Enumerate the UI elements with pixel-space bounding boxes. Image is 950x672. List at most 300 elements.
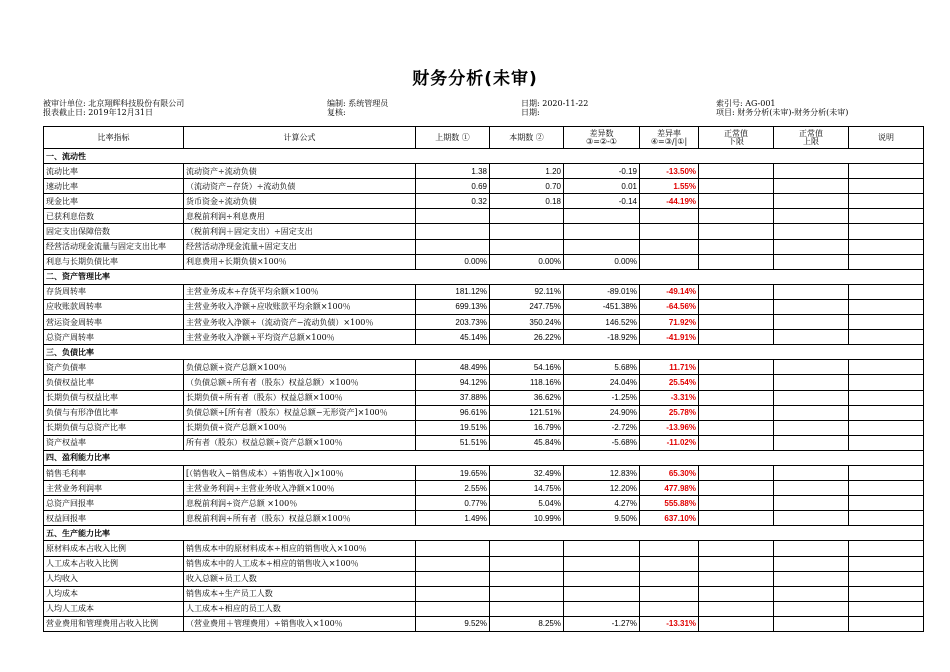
section-empty-cell	[416, 526, 490, 541]
formula-cell: 货币资金÷流动负债	[184, 194, 416, 209]
curr-value-cell: 5.04%	[490, 496, 564, 511]
diff-value-cell: -1.25%	[564, 390, 640, 405]
note-cell	[849, 330, 924, 345]
curr-value-cell: 247.75%	[490, 299, 564, 314]
diff-rate-cell: 477.98%	[640, 481, 699, 496]
prev-value-cell	[416, 556, 490, 571]
prev-value-cell: 94.12%	[416, 375, 490, 390]
curr-value-cell: 92.11%	[490, 284, 564, 299]
header-note: 说明	[849, 127, 924, 149]
diff-rate-cell: 1.55%	[640, 179, 699, 194]
upper-limit-cell	[774, 511, 849, 526]
header-diff	[564, 127, 640, 149]
section-empty-cell	[416, 269, 490, 284]
section-empty-cell	[490, 149, 564, 164]
diff-rate-cell: -13.31%	[640, 616, 699, 631]
section-empty-cell	[416, 450, 490, 465]
lower-limit-cell	[699, 330, 774, 345]
section-title: 五、生产能力比率	[44, 526, 184, 541]
header-lower-line2: 下限	[728, 136, 744, 146]
table-row	[44, 390, 924, 405]
lower-limit-cell	[699, 299, 774, 314]
section-empty-cell	[184, 526, 416, 541]
section-empty-cell	[640, 526, 699, 541]
section-empty-cell	[490, 526, 564, 541]
upper-limit-cell	[774, 179, 849, 194]
diff-value-cell: 0.00%	[564, 254, 640, 269]
diff-value-cell: 12.20%	[564, 481, 640, 496]
table-row	[44, 511, 924, 526]
formula-cell: （营业费用＋管理费用）÷销售收入×100％	[184, 616, 416, 631]
formula-cell: 销售成本中的人工成本÷相应的销售收入×100％	[184, 556, 416, 571]
section-empty-cell	[849, 450, 924, 465]
curr-value-cell: 121.51%	[490, 405, 564, 420]
diff-value-cell: 0.01	[564, 179, 640, 194]
ratio-name-cell: 总资产周转率	[44, 330, 184, 345]
table-row	[44, 435, 924, 450]
lower-limit-cell	[699, 179, 774, 194]
lower-limit-cell	[699, 209, 774, 224]
curr-value-cell	[490, 239, 564, 254]
section-empty-cell	[184, 345, 416, 360]
diff-value-cell	[564, 224, 640, 239]
diff-value-cell: 12.83%	[564, 465, 640, 480]
note-cell	[849, 224, 924, 239]
ratio-name-cell: 负债权益比率	[44, 375, 184, 390]
curr-value-cell: 16.79%	[490, 420, 564, 435]
prev-value-cell	[416, 601, 490, 616]
section-empty-cell	[699, 526, 774, 541]
lower-limit-cell	[699, 541, 774, 556]
header-curr: 本期数 ②	[490, 127, 564, 149]
note-cell	[849, 239, 924, 254]
lower-limit-cell	[699, 571, 774, 586]
formula-cell: 负债总额÷资产总额×100％	[184, 360, 416, 375]
table-row	[44, 481, 924, 496]
formula-cell: 流动资产÷流动负债	[184, 164, 416, 179]
header-upper-line2: 上限	[803, 136, 819, 146]
upper-limit-cell	[774, 360, 849, 375]
prev-value-cell: 0.69	[416, 179, 490, 194]
upper-limit-cell	[774, 571, 849, 586]
table-row	[44, 571, 924, 586]
ratio-name-cell: 经营活动现金流量与固定支出比率	[44, 239, 184, 254]
note-cell	[849, 541, 924, 556]
ratio-name-cell: 速动比率	[44, 179, 184, 194]
section-empty-cell	[849, 149, 924, 164]
section-empty-cell	[849, 345, 924, 360]
table-row	[44, 360, 924, 375]
index-number: 索引号: AG-001	[716, 99, 776, 108]
ratio-name-cell: 长期负债与权益比率	[44, 390, 184, 405]
diff-rate-cell	[640, 224, 699, 239]
header-formula: 计算公式	[184, 127, 416, 149]
diff-rate-cell: -11.02%	[640, 435, 699, 450]
section-row	[44, 526, 924, 541]
diff-rate-cell	[640, 601, 699, 616]
section-empty-cell	[774, 269, 849, 284]
lower-limit-cell	[699, 405, 774, 420]
prev-value-cell	[416, 586, 490, 601]
section-title: 四、盈利能力比率	[44, 450, 184, 465]
note-cell	[849, 465, 924, 480]
section-empty-cell	[564, 269, 640, 284]
prev-value-cell: 203.73%	[416, 315, 490, 330]
section-empty-cell	[184, 149, 416, 164]
ratio-name-cell: 原材料成本占收入比例	[44, 541, 184, 556]
section-empty-cell	[640, 149, 699, 164]
upper-limit-cell	[774, 254, 849, 269]
lower-limit-cell	[699, 465, 774, 480]
curr-value-cell	[490, 209, 564, 224]
diff-value-cell: -0.19	[564, 164, 640, 179]
table-row	[44, 194, 924, 209]
section-row	[44, 345, 924, 360]
table-row	[44, 315, 924, 330]
section-empty-cell	[490, 450, 564, 465]
ratio-name-cell: 固定支出保障倍数	[44, 224, 184, 239]
section-empty-cell	[699, 269, 774, 284]
lower-limit-cell	[699, 254, 774, 269]
header-lower-line1: 正常值	[724, 128, 748, 138]
upper-limit-cell	[774, 375, 849, 390]
table-row	[44, 239, 924, 254]
upper-limit-cell	[774, 284, 849, 299]
ratio-name-cell: 总资产回报率	[44, 496, 184, 511]
diff-value-cell	[564, 556, 640, 571]
upper-limit-cell	[774, 390, 849, 405]
prev-value-cell: 51.51%	[416, 435, 490, 450]
curr-value-cell: 45.84%	[490, 435, 564, 450]
diff-value-cell	[564, 571, 640, 586]
ratio-name-cell: 主营业务利润率	[44, 481, 184, 496]
diff-rate-cell: -44.19%	[640, 194, 699, 209]
upper-limit-cell	[774, 586, 849, 601]
ratio-name-cell: 人工成本占收入比例	[44, 556, 184, 571]
upper-limit-cell	[774, 465, 849, 480]
note-cell	[849, 254, 924, 269]
lower-limit-cell	[699, 496, 774, 511]
curr-value-cell: 14.75%	[490, 481, 564, 496]
section-row	[44, 149, 924, 164]
diff-value-cell	[564, 586, 640, 601]
upper-limit-cell	[774, 330, 849, 345]
reviewed-date: 日期:	[521, 108, 540, 117]
curr-value-cell: 54.16%	[490, 360, 564, 375]
note-cell	[849, 375, 924, 390]
note-cell	[849, 571, 924, 586]
table-row	[44, 420, 924, 435]
table-row	[44, 179, 924, 194]
upper-limit-cell	[774, 556, 849, 571]
section-empty-cell	[490, 345, 564, 360]
header-upper	[774, 127, 849, 149]
diff-rate-cell: 25.78%	[640, 405, 699, 420]
project-name: 项目: 财务分析(未审)-财务分析(未审)	[716, 108, 849, 117]
prev-value-cell	[416, 209, 490, 224]
note-cell	[849, 209, 924, 224]
formula-cell: （负债总额÷所有者（股东）权益总额）×100％	[184, 375, 416, 390]
lower-limit-cell	[699, 224, 774, 239]
prepared-by: 编制: 系统管理员	[327, 99, 389, 108]
ratio-name-cell: 人均人工成本	[44, 601, 184, 616]
table-row	[44, 496, 924, 511]
upper-limit-cell	[774, 164, 849, 179]
ratio-name-cell: 营运资金周转率	[44, 315, 184, 330]
diff-rate-cell	[640, 586, 699, 601]
ratio-name-cell: 营业费用和管理费用占收入比例	[44, 616, 184, 631]
lower-limit-cell	[699, 194, 774, 209]
curr-value-cell	[490, 601, 564, 616]
formula-cell: 主营业务成本÷存货平均余额×100％	[184, 284, 416, 299]
note-cell	[849, 586, 924, 601]
table-header	[44, 127, 924, 149]
header-rate	[640, 127, 699, 149]
note-cell	[849, 315, 924, 330]
upper-limit-cell	[774, 224, 849, 239]
upper-limit-cell	[774, 194, 849, 209]
curr-value-cell: 350.24%	[490, 315, 564, 330]
section-empty-cell	[774, 450, 849, 465]
formula-cell: 息税前利润÷所有者（股东）权益总额×100％	[184, 511, 416, 526]
note-cell	[849, 556, 924, 571]
upper-limit-cell	[774, 601, 849, 616]
diff-rate-cell	[640, 541, 699, 556]
section-empty-cell	[640, 345, 699, 360]
note-cell	[849, 164, 924, 179]
diff-rate-cell	[640, 254, 699, 269]
diff-rate-cell	[640, 556, 699, 571]
section-empty-cell	[849, 526, 924, 541]
curr-value-cell: 0.70	[490, 179, 564, 194]
formula-cell: 息税前利润÷资产总额 ×100％	[184, 496, 416, 511]
formula-cell: 所有者（股东）权益总额÷资产总额×100％	[184, 435, 416, 450]
prev-value-cell: 1.49%	[416, 511, 490, 526]
ratio-name-cell: 利息与长期负债比率	[44, 254, 184, 269]
section-title: 一、流动性	[44, 149, 184, 164]
curr-value-cell: 118.16%	[490, 375, 564, 390]
diff-rate-cell	[640, 209, 699, 224]
header-upper-line1: 正常值	[799, 128, 823, 138]
section-empty-cell	[774, 345, 849, 360]
section-title: 三、负债比率	[44, 345, 184, 360]
prev-value-cell: 96.61%	[416, 405, 490, 420]
table-row	[44, 556, 924, 571]
upper-limit-cell	[774, 209, 849, 224]
diff-rate-cell: -64.56%	[640, 299, 699, 314]
diff-value-cell: 4.27%	[564, 496, 640, 511]
diff-rate-cell: 71.92%	[640, 315, 699, 330]
lower-limit-cell	[699, 315, 774, 330]
section-row	[44, 450, 924, 465]
lower-limit-cell	[699, 420, 774, 435]
note-cell	[849, 405, 924, 420]
lower-limit-cell	[699, 511, 774, 526]
formula-cell: [（销售收入−销售成本）÷销售收入]×100％	[184, 465, 416, 480]
ratio-name-cell: 人均成本	[44, 586, 184, 601]
upper-limit-cell	[774, 420, 849, 435]
curr-value-cell: 0.00%	[490, 254, 564, 269]
prev-value-cell: 1.38	[416, 164, 490, 179]
table-row	[44, 209, 924, 224]
upper-limit-cell	[774, 299, 849, 314]
curr-value-cell: 10.99%	[490, 511, 564, 526]
header-prev: 上期数 ①	[416, 127, 490, 149]
diff-value-cell: -451.38%	[564, 299, 640, 314]
diff-value-cell: -0.14	[564, 194, 640, 209]
upper-limit-cell	[774, 481, 849, 496]
diff-rate-cell: 25.54%	[640, 375, 699, 390]
curr-value-cell: 8.25%	[490, 616, 564, 631]
prev-value-cell	[416, 224, 490, 239]
formula-cell: 息税前利润÷利息费用	[184, 209, 416, 224]
note-cell	[849, 420, 924, 435]
table-row	[44, 164, 924, 179]
formula-cell: 长期负债÷所有者（股东）权益总额×100％	[184, 390, 416, 405]
upper-limit-cell	[774, 496, 849, 511]
table-row	[44, 541, 924, 556]
section-empty-cell	[564, 345, 640, 360]
note-cell	[849, 616, 924, 631]
section-empty-cell	[699, 149, 774, 164]
section-empty-cell	[416, 149, 490, 164]
formula-cell: 收入总额÷员工人数	[184, 571, 416, 586]
table-row	[44, 330, 924, 345]
prev-value-cell: 48.49%	[416, 360, 490, 375]
ratio-name-cell: 应收账款周转率	[44, 299, 184, 314]
diff-rate-cell: -13.96%	[640, 420, 699, 435]
formula-cell: （流动资产−存货）÷流动负债	[184, 179, 416, 194]
note-cell	[849, 496, 924, 511]
curr-value-cell: 0.18	[490, 194, 564, 209]
ratio-name-cell: 人均收入	[44, 571, 184, 586]
note-cell	[849, 511, 924, 526]
upper-limit-cell	[774, 405, 849, 420]
section-empty-cell	[774, 526, 849, 541]
prev-value-cell: 0.32	[416, 194, 490, 209]
diff-value-cell: -1.27%	[564, 616, 640, 631]
diff-rate-cell: -41.91%	[640, 330, 699, 345]
prepared-date: 日期: 2020-11-22	[521, 99, 589, 108]
table-row	[44, 284, 924, 299]
section-empty-cell	[184, 450, 416, 465]
ratio-name-cell: 权益回报率	[44, 511, 184, 526]
report-period: 报表截止日: 2019年12月31日	[43, 108, 153, 117]
curr-value-cell	[490, 224, 564, 239]
diff-rate-cell: 65.30%	[640, 465, 699, 480]
prev-value-cell: 181.12%	[416, 284, 490, 299]
diff-value-cell	[564, 541, 640, 556]
header-lower	[699, 127, 774, 149]
lower-limit-cell	[699, 360, 774, 375]
lower-limit-cell	[699, 616, 774, 631]
diff-rate-cell: 637.10%	[640, 511, 699, 526]
diff-rate-cell	[640, 571, 699, 586]
formula-cell: 长期负债÷资产总额×100％	[184, 420, 416, 435]
section-empty-cell	[699, 450, 774, 465]
diff-rate-cell: -13.50%	[640, 164, 699, 179]
ratio-name-cell: 长期负债与总资产比率	[44, 420, 184, 435]
section-empty-cell	[490, 269, 564, 284]
table-row	[44, 224, 924, 239]
formula-cell: 人工成本÷相应的员工人数	[184, 601, 416, 616]
section-empty-cell	[774, 149, 849, 164]
diff-rate-cell: -3.31%	[640, 390, 699, 405]
table-row	[44, 299, 924, 314]
prev-value-cell: 19.51%	[416, 420, 490, 435]
prev-value-cell: 2.55%	[416, 481, 490, 496]
diff-value-cell: -89.01%	[564, 284, 640, 299]
table-row	[44, 465, 924, 480]
lower-limit-cell	[699, 375, 774, 390]
prev-value-cell: 45.14%	[416, 330, 490, 345]
table-row	[44, 601, 924, 616]
ratio-name-cell: 存货周转率	[44, 284, 184, 299]
diff-value-cell: 146.52%	[564, 315, 640, 330]
note-cell	[849, 194, 924, 209]
section-empty-cell	[564, 526, 640, 541]
ratio-name-cell: 销售毛利率	[44, 465, 184, 480]
section-empty-cell	[640, 269, 699, 284]
lower-limit-cell	[699, 390, 774, 405]
prev-value-cell	[416, 541, 490, 556]
section-empty-cell	[640, 450, 699, 465]
lower-limit-cell	[699, 481, 774, 496]
diff-value-cell: 24.90%	[564, 405, 640, 420]
audited-unit: 被审计单位: 北京翔辉科技股份有限公司	[43, 99, 185, 108]
diff-rate-cell: -49.14%	[640, 284, 699, 299]
section-title: 二、资产管理比率	[44, 269, 184, 284]
diff-value-cell: -18.92%	[564, 330, 640, 345]
diff-value-cell	[564, 209, 640, 224]
lower-limit-cell	[699, 601, 774, 616]
section-empty-cell	[564, 450, 640, 465]
prev-value-cell	[416, 571, 490, 586]
note-cell	[849, 435, 924, 450]
formula-cell: （税前利润＋固定支出）÷固定支出	[184, 224, 416, 239]
upper-limit-cell	[774, 239, 849, 254]
upper-limit-cell	[774, 435, 849, 450]
formula-cell: 主营业务利润÷主营业务收入净额×100％	[184, 481, 416, 496]
upper-limit-cell	[774, 616, 849, 631]
table-row	[44, 254, 924, 269]
prev-value-cell: 9.52%	[416, 616, 490, 631]
curr-value-cell: 26.22%	[490, 330, 564, 345]
lower-limit-cell	[699, 556, 774, 571]
section-empty-cell	[699, 345, 774, 360]
formula-cell: 销售成本÷生产员工人数	[184, 586, 416, 601]
header-diff-line2: ③=②-①	[586, 136, 617, 146]
section-empty-cell	[416, 345, 490, 360]
curr-value-cell	[490, 556, 564, 571]
curr-value-cell	[490, 571, 564, 586]
diff-value-cell: 5.68%	[564, 360, 640, 375]
ratio-name-cell: 资产负债率	[44, 360, 184, 375]
prev-value-cell: 699.13%	[416, 299, 490, 314]
diff-value-cell: 24.04%	[564, 375, 640, 390]
note-cell	[849, 360, 924, 375]
prev-value-cell: 0.77%	[416, 496, 490, 511]
header-rate-line2: ④=③/|①|	[650, 136, 688, 146]
ratio-table	[43, 126, 924, 632]
formula-cell: 利息费用÷长期负债×100％	[184, 254, 416, 269]
page-title: 财务分析(未审)	[412, 69, 538, 89]
curr-value-cell: 36.62%	[490, 390, 564, 405]
upper-limit-cell	[774, 541, 849, 556]
lower-limit-cell	[699, 586, 774, 601]
table-row	[44, 405, 924, 420]
diff-rate-cell: 11.71%	[640, 360, 699, 375]
